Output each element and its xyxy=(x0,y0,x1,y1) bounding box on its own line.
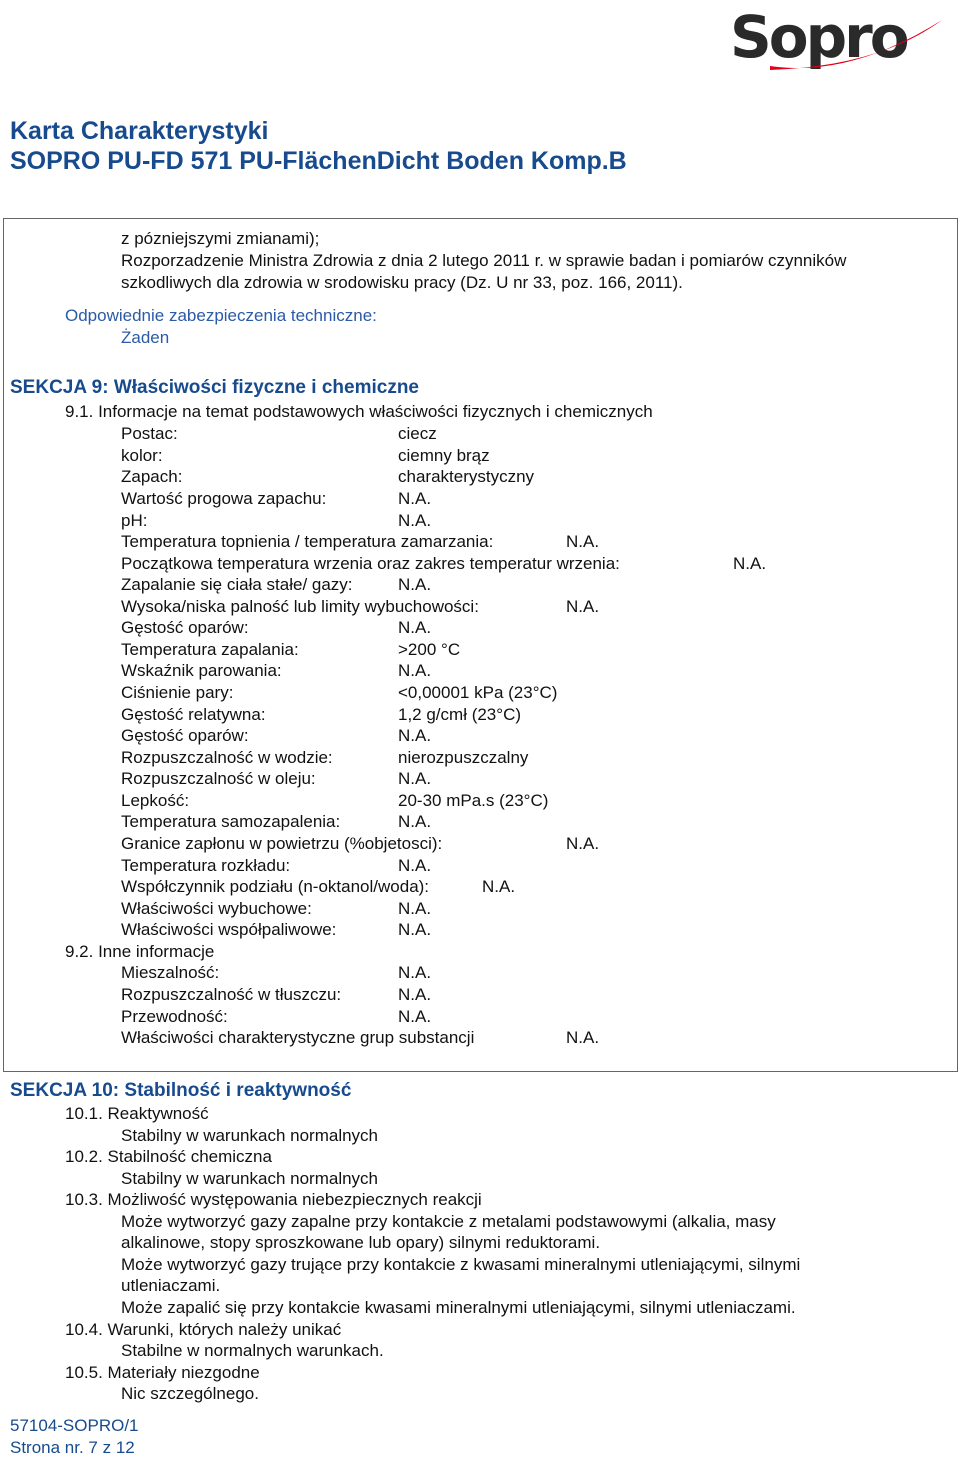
subsection-text: Nic szczególnego. xyxy=(121,1384,259,1403)
property-label: Granice zapłonu w powietrzu (%objetosci): xyxy=(121,834,443,853)
property-value: >200 °C xyxy=(398,640,461,659)
property-value: ciemny brąz xyxy=(398,446,490,465)
property-label: Gęstość relatywna: xyxy=(121,705,266,724)
property-label: Wskaźnik parowania: xyxy=(121,661,282,680)
property-label: Wartość progowa zapachu: xyxy=(121,489,327,508)
property-value: N.A. xyxy=(398,1007,432,1026)
subsection-10-1: 10.1. Reaktywność xyxy=(65,1104,209,1123)
subsection-text: Może wytworzyć gazy zapalne przy kontakcie z metalami podstawowymi (alkalia, masy xyxy=(121,1212,776,1231)
property-value: N.A. xyxy=(398,489,432,508)
property-value: 20-30 mPa.s (23°C) xyxy=(398,791,549,810)
property-label: Właściwości współpaliwowe: xyxy=(121,920,337,939)
property-value: N.A. xyxy=(398,769,432,788)
property-label: Przewodność: xyxy=(121,1007,228,1026)
property-value: N.A. xyxy=(566,1028,600,1047)
property-value: N.A. xyxy=(482,877,516,896)
property-label: Wysoka/niska palność lub limity wybuchowości: xyxy=(121,597,479,616)
property-value: ciecz xyxy=(398,424,437,443)
property-label: Rozpuszczalność w wodzie: xyxy=(121,748,333,767)
property-label: Początkowa temperatura wrzenia oraz zakres temperatur wrzenia: xyxy=(121,554,620,573)
subsection-text: alkalinowe, stopy sproszkowane lub opary) silnymi reduktorami. xyxy=(121,1233,601,1252)
subsection-10-3: 10.3. Możliwość występowania niebezpiecznych reakcji xyxy=(65,1190,482,1209)
property-value: <0,00001 kPa (23°C) xyxy=(398,683,558,702)
tech-protection-value: Żaden xyxy=(121,328,170,347)
property-label: kolor: xyxy=(121,446,163,465)
subsection-text: Stabilne w normalnych warunkach. xyxy=(121,1341,384,1360)
property-value: N.A. xyxy=(566,532,600,551)
property-label: Mieszalność: xyxy=(121,963,220,982)
property-value: N.A. xyxy=(398,812,432,831)
subsection-10-2: 10.2. Stabilność chemiczna xyxy=(65,1147,272,1166)
subsection-text: Stabilny w warunkach normalnych xyxy=(121,1126,379,1145)
property-value: N.A. xyxy=(398,856,432,875)
property-label: pH: xyxy=(121,511,148,530)
regulation-line: z pózniejszymi zmianami); xyxy=(121,229,320,248)
property-label: Temperatura zapalania: xyxy=(121,640,299,659)
subsection-text: Może zapalić się przy kontakcie kwasami mineralnymi utleniającymi, silnymi utleniaczami. xyxy=(121,1298,796,1317)
property-label: Lepkość: xyxy=(121,791,190,810)
document-title: Karta Charakterystyki xyxy=(10,117,269,145)
property-label: Temperatura topnienia / temperatura zamarzania: xyxy=(121,532,494,551)
subsection-10-4: 10.4. Warunki, których należy unikać xyxy=(65,1320,342,1339)
property-value: charakterystyczny xyxy=(398,467,535,486)
property-value: N.A. xyxy=(398,726,432,745)
sopro-logo xyxy=(730,3,952,74)
subsection-text: Może wytworzyć gazy trujące przy kontakcie z kwasami mineralnymi utleniającymi, silnymi xyxy=(121,1255,801,1274)
property-value: N.A. xyxy=(398,985,432,1004)
property-value: N.A. xyxy=(398,511,432,530)
document-id: 57104-SOPRO/1 xyxy=(10,1416,139,1435)
subsection-9-2: 9.2. Inne informacje xyxy=(65,942,215,961)
page-number: Strona nr. 7 z 12 xyxy=(10,1438,135,1457)
logo-wordmark: Sopro xyxy=(730,3,907,71)
property-value: N.A. xyxy=(398,661,432,680)
property-value: N.A. xyxy=(566,597,600,616)
property-label: Temperatura samozapalenia: xyxy=(121,812,341,831)
property-label: Gęstość oparów: xyxy=(121,618,249,637)
section9-title: SEKCJA 9: Właściwości fizyczne i chemiczne xyxy=(10,377,419,398)
regulation-line: Rozporzadzenie Ministra Zdrowia z dnia 2 lutego 2011 r. w sprawie badan i pomiarów czynników xyxy=(121,251,847,270)
property-value: N.A. xyxy=(398,618,432,637)
regulation-line: szkodliwych dla zdrowia w srodowisku pracy (Dz. U nr 33, poz. 166, 2011). xyxy=(121,273,683,292)
property-label: Rozpuszczalność w tłuszczu: xyxy=(121,985,342,1004)
property-value: nierozpuszczalny xyxy=(398,748,529,767)
property-label: Rozpuszczalność w oleju: xyxy=(121,769,316,788)
property-label: Postac: xyxy=(121,424,178,443)
property-label: Zapalanie się ciała stałe/ gazy: xyxy=(121,575,353,594)
subsection-10-5: 10.5. Materiały niezgodne xyxy=(65,1363,260,1382)
property-value: N.A. xyxy=(398,920,432,939)
property-value: N.A. xyxy=(398,899,432,918)
property-label: Gęstość oparów: xyxy=(121,726,249,745)
property-value: 1,2 g/cmł (23°C) xyxy=(398,705,522,724)
property-value: N.A. xyxy=(398,575,432,594)
tech-protection-label: Odpowiednie zabezpieczenia techniczne: xyxy=(65,306,377,325)
property-value: N.A. xyxy=(733,554,767,573)
property-label: Ciśnienie pary: xyxy=(121,683,234,702)
property-value: N.A. xyxy=(566,834,600,853)
property-label: Współczynnik podziału (n-oktanol/woda): xyxy=(121,877,430,896)
property-value: N.A. xyxy=(398,963,432,982)
subsection-9-1: 9.1. Informacje na temat podstawowych właściwości fizycznych i chemicznych xyxy=(65,402,653,421)
logo-swoosh-icon xyxy=(730,8,952,74)
subsection-text: Stabilny w warunkach normalnych xyxy=(121,1169,379,1188)
product-name: SOPRO PU-FD 571 PU-FlächenDicht Boden Komp.B xyxy=(10,147,627,175)
property-label: Właściwości charakterystyczne grup substancji xyxy=(121,1028,475,1047)
property-label: Właściwości wybuchowe: xyxy=(121,899,312,918)
property-label: Zapach: xyxy=(121,467,183,486)
section10-title: SEKCJA 10: Stabilność i reaktywność xyxy=(10,1080,352,1101)
property-label: Temperatura rozkładu: xyxy=(121,856,291,875)
subsection-text: utleniaczami. xyxy=(121,1276,221,1295)
